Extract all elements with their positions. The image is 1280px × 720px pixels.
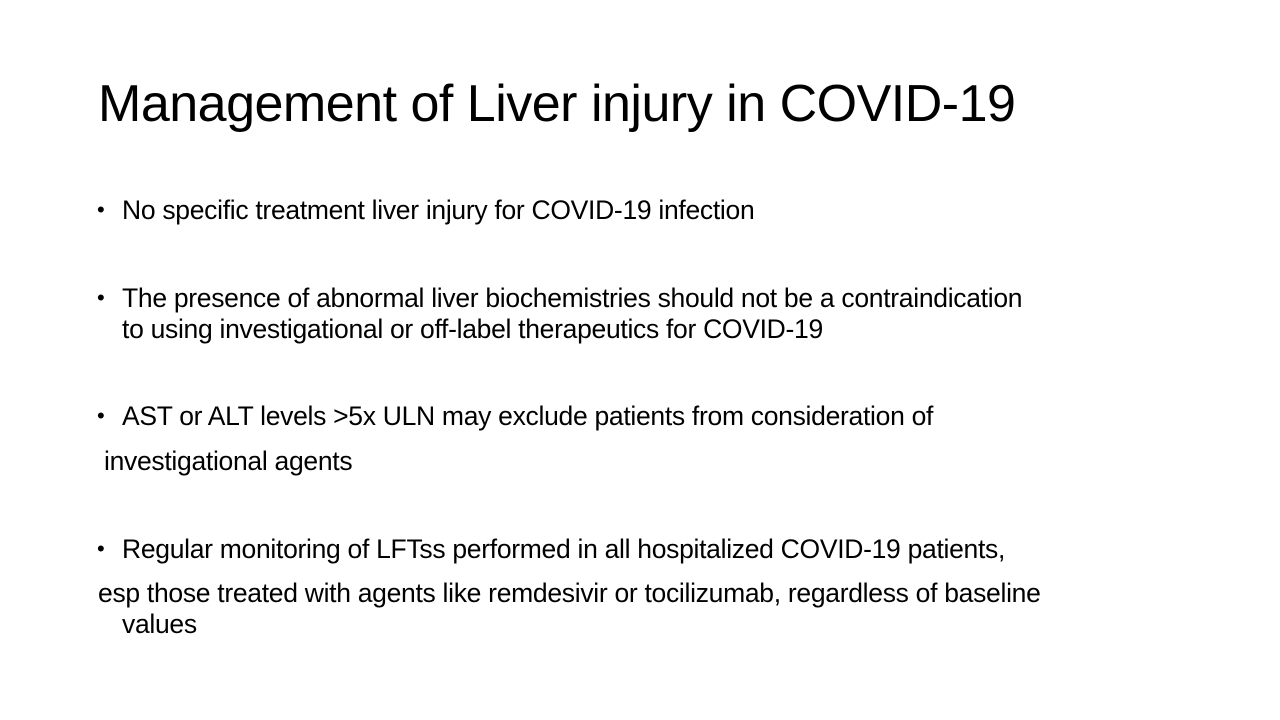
bullet-2-line-1: The presence of abnormal liver biochemistries should not be a contraindication	[122, 283, 1023, 313]
bullet-4-text: Regular monitoring of LFTss performed in all hospitalized COVID-19 patients,	[122, 534, 1006, 564]
bullet-3-continuation: investigational agents	[104, 446, 353, 476]
bullet-4-continuation: esp those treated with agents like remdesivir or tocilizumab, regardless of baseline	[98, 578, 1041, 608]
bullet-marker: •	[97, 403, 105, 428]
bullet-marker: •	[97, 285, 105, 310]
bullet-2-line-2: to using investigational or off-label therapeutics for COVID-19	[122, 314, 823, 344]
bullet-marker: •	[97, 536, 105, 561]
bullet-1-text: No specific treatment liver injury for COVID-19 infection	[122, 195, 755, 225]
bullet-marker: •	[97, 197, 105, 222]
bullet-3-text: AST or ALT levels >5x ULN may exclude patients from consideration of	[122, 401, 934, 431]
slide-title: Management of Liver injury in COVID-19	[98, 75, 1016, 133]
bullet-4-continuation-wrap: values	[122, 609, 197, 639]
